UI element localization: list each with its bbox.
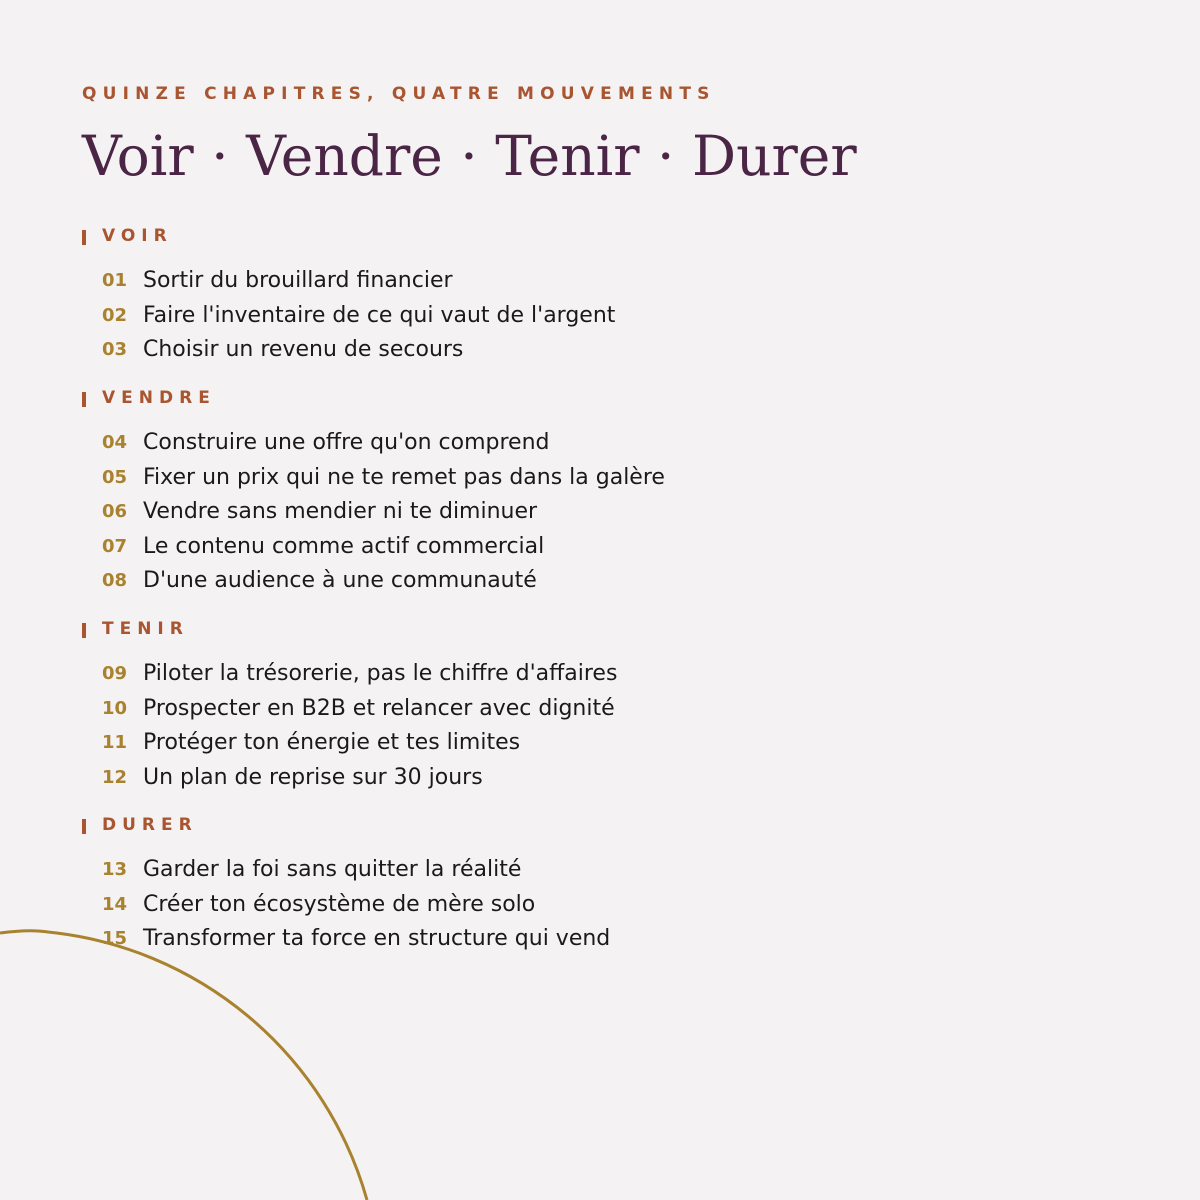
chapter-title: Construire une offre qu'on comprend bbox=[143, 430, 550, 455]
section-marker bbox=[82, 819, 86, 834]
chapter-title: Prospecter en B2B et relancer avec dignité bbox=[143, 695, 615, 721]
chapter-title: Transformer ta force en structure qui vend bbox=[143, 926, 611, 952]
chapter-number: 04 bbox=[102, 432, 128, 453]
chapter-number: 09 bbox=[102, 663, 128, 684]
chapter-title: Un plan de reprise sur 30 jours bbox=[143, 764, 483, 790]
section-label: VENDRE bbox=[102, 388, 216, 408]
chapter-title: Faire l'inventaire de ce qui vaut de l'argent bbox=[143, 302, 616, 328]
chapter-number: 11 bbox=[102, 732, 128, 754]
chapter-number: 07 bbox=[102, 535, 128, 557]
section-marker bbox=[82, 230, 86, 245]
chapter-number: 06 bbox=[102, 501, 128, 523]
chapter-title: Protéger ton énergie et tes limites bbox=[143, 730, 521, 756]
chapter-title: Vendre sans mendier ni te diminuer bbox=[143, 499, 538, 525]
chapter-number: 15 bbox=[102, 928, 128, 950]
chapter-title: Piloter la trésorerie, pas le chiffre d'affaires bbox=[143, 661, 618, 686]
chapter-number: 14 bbox=[102, 893, 128, 915]
chapter-title: Choisir un revenu de secours bbox=[143, 337, 464, 363]
eyebrow-label: QUINZE CHAPITRES, QUATRE MOUVEMENTS bbox=[82, 84, 716, 104]
section-marker bbox=[82, 623, 86, 638]
chapter-title: Garder la foi sans quitter la réalité bbox=[143, 857, 522, 882]
section-marker bbox=[82, 392, 86, 407]
chapter-number: 12 bbox=[102, 766, 128, 788]
table-of-contents bbox=[82, 84, 1082, 952]
section-label: TENIR bbox=[102, 619, 189, 639]
chapter-title: D'une audience à une communauté bbox=[143, 568, 537, 594]
chapter-title: Créer ton écosystème de mère solo bbox=[143, 891, 536, 917]
chapter-number: 02 bbox=[102, 304, 128, 326]
chapter-number: 05 bbox=[102, 466, 128, 488]
chapter-number: 08 bbox=[102, 570, 128, 592]
chapter-number: 01 bbox=[102, 270, 128, 291]
chapter-title: Fixer un prix qui ne te remet pas dans la galère bbox=[143, 464, 665, 490]
section-label: VOIR bbox=[102, 226, 173, 246]
chapter-number: 13 bbox=[102, 859, 128, 880]
chapter-number: 10 bbox=[102, 697, 128, 719]
chapter-title: Sortir du brouillard financier bbox=[143, 268, 453, 293]
chapter-number: 03 bbox=[102, 339, 128, 361]
chapter-title: Le contenu comme actif commercial bbox=[143, 533, 545, 559]
page-title: Voir · Vendre · Tenir · Durer bbox=[82, 124, 857, 188]
section-label: DURER bbox=[102, 815, 198, 835]
